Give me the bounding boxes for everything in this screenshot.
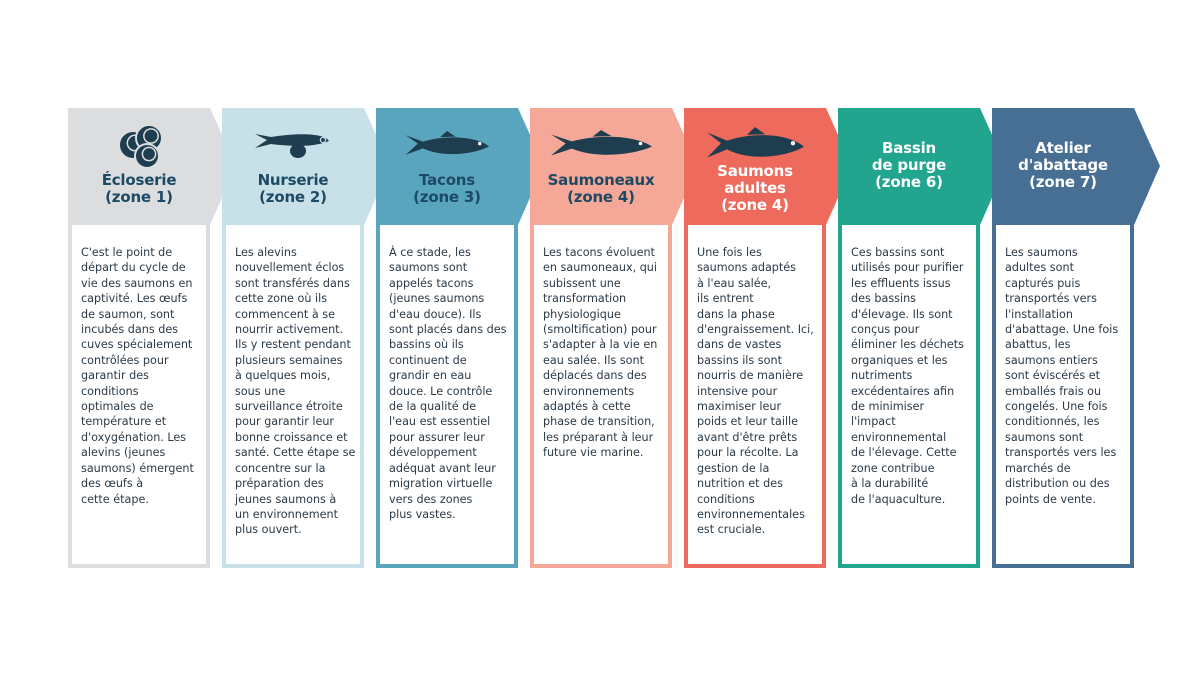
stage-column (530, 108, 672, 568)
stage-description-card (838, 225, 980, 568)
parr-fish-icon (404, 131, 490, 159)
stage-title-line: Atelier (1035, 139, 1091, 157)
stage-title (684, 163, 826, 214)
stage-title-line: Écloserie (101, 171, 177, 189)
stage-title-line: (zone 1) (105, 188, 173, 206)
stage-column (376, 108, 518, 568)
stage-description: C'est le point de départ du cycle de vie des saumons en captivité. Les œufs de saumon, sont incubés dans des cuves spécialement contrôlées pour garantir des conditions optimales de température et d'oxygénation. Les alevins (jeunes saumons) émergent des œufs à cette étape. (81, 246, 194, 506)
stage-description-card (530, 225, 672, 568)
stage-description: Les saumons adultes sont capturés puis transportés vers l'installation d'abattage. Une fois abattus, les saumons entiers sont éviscérés et emballés frais ou congelés. Une fois conditionnés, les saumons sont transportés vers les marchés de distribution ou des points de vente. (1005, 246, 1119, 506)
stage-description: À ce stade, les saumons sont appelés tacons (jeunes saumons d'eau douce). Ils sont placés dans des bassins où ils continuent de grandir en eau douce. Le contrôle de la qualité de l'eau est essentiel pour assurer leur développement adéquat avant leur migration virtuelle vers des zones plus vastes. (389, 246, 507, 521)
stage-description-card (222, 225, 364, 568)
stage-chevron-header (992, 108, 1160, 228)
stage-icon-wrap (530, 116, 672, 174)
stage-title (992, 140, 1134, 191)
stage-chevron-header (684, 108, 852, 228)
stage-title (838, 140, 980, 191)
stage-icon-wrap (376, 116, 518, 174)
stage-title-line: (zone 7) (1029, 173, 1097, 191)
stage-title-line: (zone 4) (721, 196, 789, 214)
stage-title-line: Bassin (881, 139, 937, 157)
stage-icon-wrap (222, 116, 364, 174)
stage-chevron-header (222, 108, 390, 228)
fry-fish-icon (253, 128, 333, 162)
stage-column (68, 108, 210, 568)
stage-column (684, 108, 826, 568)
salmon-eggs-icon (111, 120, 167, 170)
stage-title-line: Saumons (717, 162, 793, 180)
stage-chevron-header (68, 108, 236, 228)
stage-description: Une fois les saumons adaptés à l'eau salée, ils entrent dans la phase d'engraissement. Ici, dans de vastes bassins ils sont nourris de manière intensive pour maximiser leur poids et leur taille avant d'être prêts pour la récolte. La gestion de la nutrition et des conditions environnementales est cruciale. (697, 246, 814, 537)
stage-title (530, 172, 672, 206)
stage-description: Ces bassins sont utilisés pour purifier les effluents issus des bassins d'élevage. Ils sont conçus pour éliminer les déchets organiques et les nutriments excédentaires afin de minimiser l'impact environnemental de l'élevage. Cette zone contribue à la durabilité de l'aquaculture. (851, 246, 964, 506)
stage-title-line: (zone 3) (413, 188, 481, 206)
stage-description: Les alevins nouvellement éclos sont transférés dans cette zone où ils commencent à se nourrir activement. Ils y restent pendant plusieurs semaines à quelques mois, sous une surveillance étroite pour garantir leur bonne croissance et santé. Cette étape se concentre sur la préparation des jeunes saumons à un environnement plus ouvert. (235, 246, 356, 537)
stage-title-line: (zone 2) (259, 188, 327, 206)
stage-title-line: Tacons (418, 171, 476, 189)
stage-description-card (684, 225, 826, 568)
stage-icon-wrap (68, 116, 210, 174)
stage-chevron-header (530, 108, 698, 228)
stage-title-line: Saumoneaux (547, 171, 655, 189)
stage-description: Les tacons évoluent en saumoneaux, qui subissent une transformation physiologique (smoltification) pour s'adapter à la vie en eau salée. Ils sont déplacés dans des environnements adaptés à cette phase de transition, les préparant à leur future vie marine. (543, 246, 658, 460)
stage-column (838, 108, 980, 568)
stage-title-line: adultes (724, 179, 786, 197)
stage-title (376, 172, 518, 206)
stage-column (222, 108, 364, 568)
stage-column (992, 108, 1134, 568)
stage-title-line: (zone 4) (567, 188, 635, 206)
stage-title (222, 172, 364, 206)
stage-title-line: d'abattage (1018, 156, 1108, 174)
stage-description-card (376, 225, 518, 568)
stage-chevron-header (376, 108, 544, 228)
stage-title-line: Nurserie (257, 171, 329, 189)
stage-description-card (68, 225, 210, 568)
stage-chevron-header (838, 108, 1006, 228)
stage-title (68, 172, 210, 206)
stage-title-line: (zone 6) (875, 173, 943, 191)
adult-salmon-icon (705, 127, 805, 163)
stage-description-card (992, 225, 1134, 568)
smolt-fish-icon (549, 130, 653, 160)
stage-title-line: de purge (871, 156, 947, 174)
